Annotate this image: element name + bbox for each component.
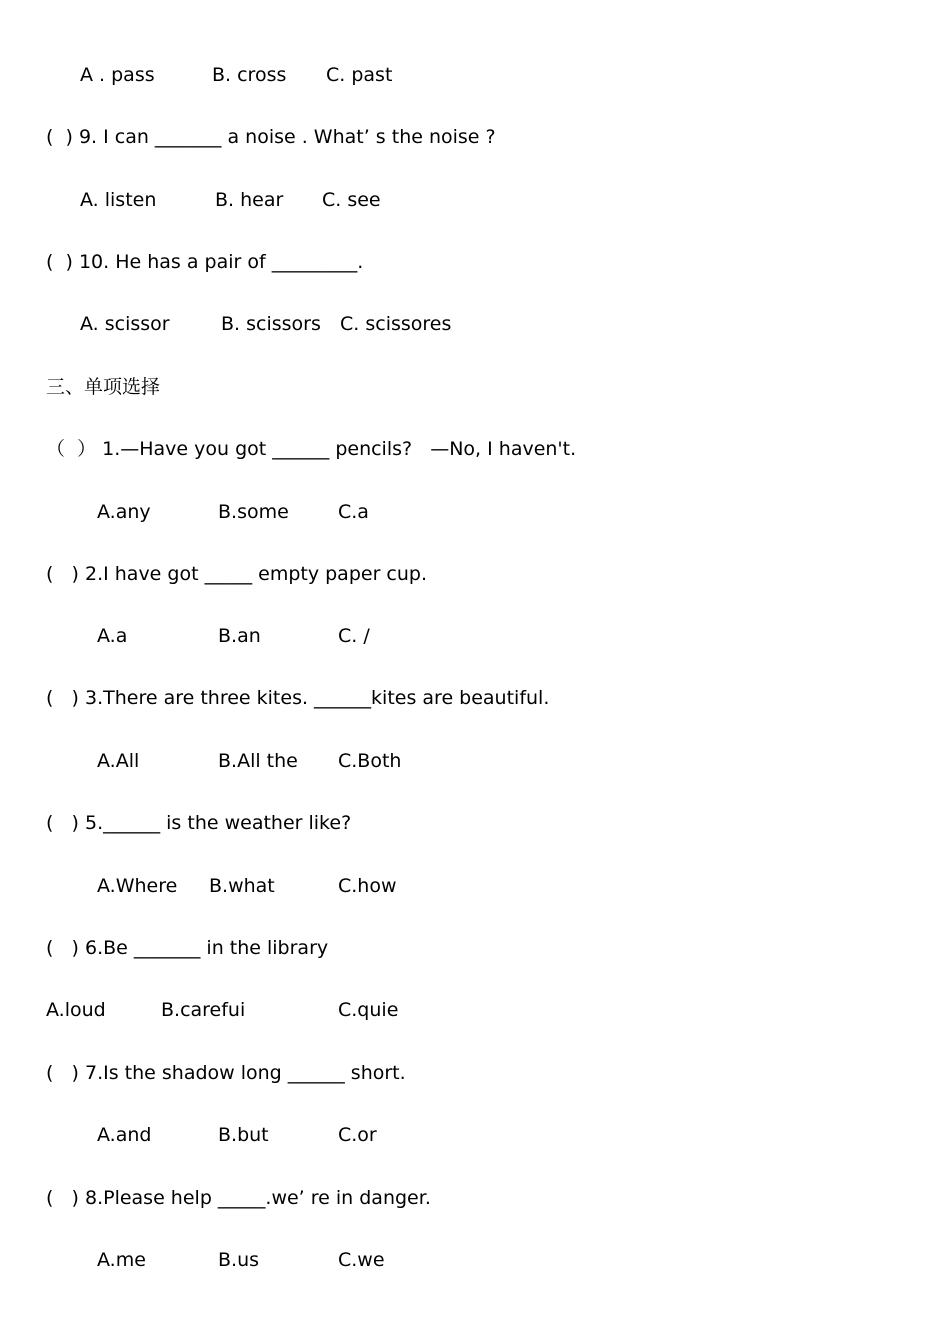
s3-q2-option-b: B.an [218, 625, 261, 647]
s3-q6-option-b: B.carefui [161, 999, 246, 1021]
s3-q5-option-b: B.what [209, 875, 275, 897]
section-three-title: 三、单项选择 [46, 376, 161, 398]
q9-option-c: C. see [322, 189, 381, 211]
s3-q8-text: ( ) 8.Please help _____.we’ re in danger. [46, 1187, 431, 1209]
s3-q1-option-b: B.some [218, 501, 289, 523]
s3-q5-option-a: A.Where [97, 875, 178, 897]
s3-q8-option-a: A.me [97, 1249, 146, 1271]
q10-option-c: C. scissores [340, 313, 452, 335]
s3-q1-option-a: A.any [97, 501, 151, 523]
q8-option-b: B. cross [212, 64, 287, 86]
s3-q7-option-a: A.and [97, 1124, 152, 1146]
s3-q1-text: （ ） 1.—Have you got ______ pencils? —No, I haven't. [46, 438, 577, 460]
s3-q5-text: ( ) 5.______ is the weather like? [46, 812, 352, 834]
s3-q2-option-c: C. / [338, 625, 370, 647]
s3-q1-option-c: C.a [338, 501, 369, 523]
q10-option-a: A. scissor [80, 313, 170, 335]
s3-q6-option-c: C.quie [338, 999, 399, 1021]
s3-q6-option-a: A.loud [46, 999, 106, 1021]
s3-q3-option-c: C.Both [338, 750, 402, 772]
s3-q3-text: ( ) 3.There are three kites. ______kites are beautiful. [46, 687, 550, 709]
q9-text: ( ) 9. I can _______ a noise . What’ s the noise ? [46, 126, 496, 148]
q9-option-a: A. listen [80, 189, 157, 211]
s3-q3-option-a: A.All [97, 750, 140, 772]
q10-text: ( ) 10. He has a pair of _________. [46, 251, 364, 273]
s3-q8-option-b: B.us [218, 1249, 260, 1271]
q8-option-a: A . pass [80, 64, 155, 86]
s3-q7-option-b: B.but [218, 1124, 269, 1146]
s3-q8-option-c: C.we [338, 1249, 385, 1271]
s3-q2-option-a: A.a [97, 625, 128, 647]
q10-option-b: B. scissors [221, 313, 321, 335]
s3-q2-text: ( ) 2.I have got _____ empty paper cup. [46, 563, 428, 585]
s3-q3-option-b: B.All the [218, 750, 298, 772]
s3-q5-option-c: C.how [338, 875, 397, 897]
s3-q7-text: ( ) 7.Is the shadow long ______ short. [46, 1062, 406, 1084]
s3-q6-text: ( ) 6.Be _______ in the library [46, 937, 329, 959]
q9-option-b: B. hear [215, 189, 284, 211]
s3-q7-option-c: C.or [338, 1124, 377, 1146]
q8-option-c: C. past [326, 64, 393, 86]
